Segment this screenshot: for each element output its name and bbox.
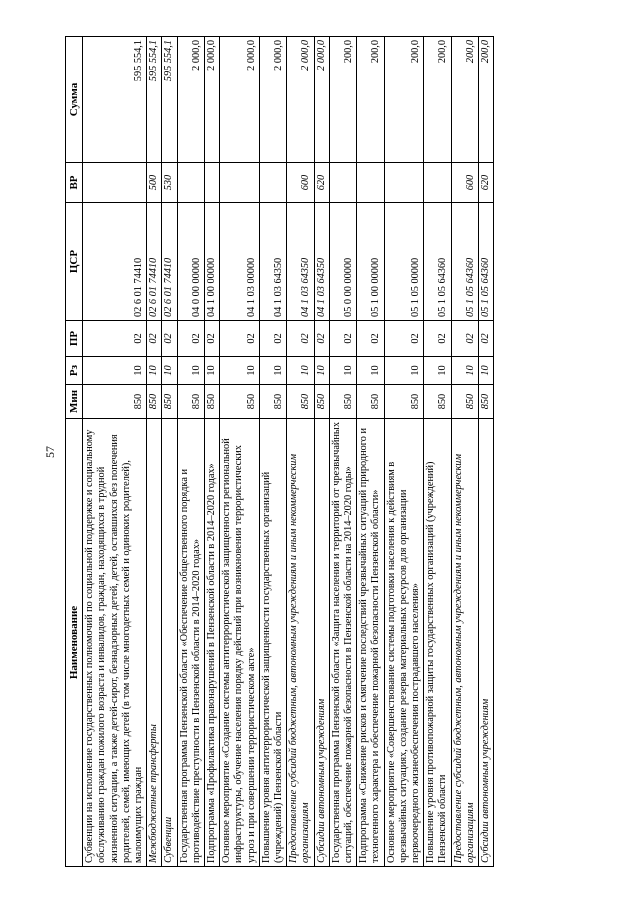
cell-vr bbox=[205, 163, 220, 203]
cell-sum: 595 554,1 bbox=[147, 37, 162, 163]
cell-csr: 04 1 00 00000 bbox=[205, 203, 220, 321]
cell-pr: 02 bbox=[424, 321, 451, 357]
cell-name: Субвенции на исполнение государственных полномочий по социальной поддержке и социальному обслуживанию граждан пожилого возраста и инвалидов, граждан, находящихся в трудной жизненной ситуации, а также детей-сирот, безнадзорных детей, детей, оставшихся без попечения родителей, семей, имеющих детей (в том числе многодетных семей и одиноких родителей), малоимущих граждан bbox=[83, 419, 147, 867]
cell-min: 850 bbox=[314, 385, 329, 419]
column-header-rz: Рз bbox=[66, 357, 83, 385]
cell-min: 850 bbox=[424, 385, 451, 419]
cell-name: Государственная программа Пензенской области «Обеспечение общественного порядка и противодействие преступности в Пензенской области в 2014–2020 годах» bbox=[177, 419, 204, 867]
cell-rz: 10 bbox=[479, 357, 494, 385]
cell-name: Субвенции bbox=[162, 419, 177, 867]
cell-pr: 02 bbox=[314, 321, 329, 357]
cell-vr bbox=[357, 163, 384, 203]
cell-csr: 05 1 05 64360 bbox=[451, 203, 478, 321]
cell-pr: 02 bbox=[329, 321, 356, 357]
cell-name: Межбюджетные трансферты bbox=[147, 419, 162, 867]
cell-vr bbox=[384, 163, 424, 203]
cell-pr: 02 bbox=[205, 321, 220, 357]
column-header-name: Наименование bbox=[66, 419, 83, 867]
cell-pr: 02 bbox=[287, 321, 314, 357]
column-header-min: Мин bbox=[66, 385, 83, 419]
table-row bbox=[451, 37, 478, 867]
cell-sum: 200,0 bbox=[479, 37, 494, 163]
cell-sum: 2 000,0 bbox=[205, 37, 220, 163]
table-row bbox=[177, 37, 204, 867]
cell-pr: 02 bbox=[177, 321, 204, 357]
table-row bbox=[357, 37, 384, 867]
cell-pr: 02 bbox=[451, 321, 478, 357]
table-row bbox=[205, 37, 220, 867]
table-row bbox=[287, 37, 314, 867]
cell-sum: 200,0 bbox=[451, 37, 478, 163]
cell-vr: 600 bbox=[287, 163, 314, 203]
cell-csr: 04 1 03 64350 bbox=[287, 203, 314, 321]
cell-vr bbox=[424, 163, 451, 203]
cell-rz: 10 bbox=[384, 357, 424, 385]
table-row bbox=[329, 37, 356, 867]
cell-name: Подпрограмма «Профилактика правонарушений в Пензенской области в 2014–2020 годах» bbox=[205, 419, 220, 867]
cell-min: 850 bbox=[357, 385, 384, 419]
cell-vr: 620 bbox=[479, 163, 494, 203]
cell-pr: 02 bbox=[384, 321, 424, 357]
cell-csr: 05 1 05 64360 bbox=[479, 203, 494, 321]
cell-min: 850 bbox=[329, 385, 356, 419]
cell-min: 850 bbox=[451, 385, 478, 419]
table-row bbox=[162, 37, 177, 867]
cell-rz: 10 bbox=[162, 357, 177, 385]
page-number: 57 bbox=[43, 446, 57, 458]
table-row bbox=[384, 37, 424, 867]
cell-min: 850 bbox=[177, 385, 204, 419]
table-body bbox=[83, 37, 494, 867]
cell-csr: 05 0 00 00000 bbox=[329, 203, 356, 321]
table-row bbox=[220, 37, 260, 867]
table-row bbox=[479, 37, 494, 867]
table-row bbox=[83, 37, 147, 867]
table-row bbox=[424, 37, 451, 867]
cell-csr: 05 1 00 00000 bbox=[357, 203, 384, 321]
column-header-vr: ВР bbox=[66, 163, 83, 203]
cell-min: 850 bbox=[287, 385, 314, 419]
cell-name: Повышение уровня противопожарной защиты государственных организаций (учреждений) Пензенской области bbox=[424, 419, 451, 867]
cell-vr bbox=[329, 163, 356, 203]
cell-min: 850 bbox=[162, 385, 177, 419]
cell-name: Основное мероприятие «Совершенствование системы подготовки населения к действиям в чрезвычайных ситуациях, создание резерва материальных ресурсов для организации первоочередного жизнеобеспечения пострадавшего населения» bbox=[384, 419, 424, 867]
cell-csr: 05 1 05 64360 bbox=[424, 203, 451, 321]
cell-rz: 10 bbox=[287, 357, 314, 385]
cell-sum: 595 554,1 bbox=[162, 37, 177, 163]
cell-sum: 595 554,1 bbox=[83, 37, 147, 163]
cell-pr: 02 bbox=[220, 321, 260, 357]
cell-vr bbox=[83, 163, 147, 203]
cell-csr: 04 1 03 64350 bbox=[259, 203, 286, 321]
cell-vr bbox=[259, 163, 286, 203]
cell-pr: 02 bbox=[162, 321, 177, 357]
table-row bbox=[259, 37, 286, 867]
cell-vr bbox=[177, 163, 204, 203]
cell-min: 850 bbox=[384, 385, 424, 419]
cell-name: Предоставление субсидий бюджетным, автономным учреждениям и иным некоммерческим организациям bbox=[451, 419, 478, 867]
cell-csr: 05 1 05 00000 bbox=[384, 203, 424, 321]
cell-rz: 10 bbox=[177, 357, 204, 385]
cell-csr: 02 6 01 74410 bbox=[147, 203, 162, 321]
cell-sum: 2 000,0 bbox=[259, 37, 286, 163]
cell-name: Основное мероприятие «Создание системы антитеррористической защищенности региональной инфраструктуры, обучение населения порядку действий при возникновении террористических угроз и при совершении террористическом акте» bbox=[220, 419, 260, 867]
cell-pr: 02 bbox=[147, 321, 162, 357]
cell-vr: 530 bbox=[162, 163, 177, 203]
cell-rz: 10 bbox=[220, 357, 260, 385]
cell-pr: 02 bbox=[357, 321, 384, 357]
cell-rz: 10 bbox=[83, 357, 147, 385]
cell-rz: 10 bbox=[147, 357, 162, 385]
cell-min: 850 bbox=[220, 385, 260, 419]
cell-name: Подпрограмма «Снижение рисков и смягчение последствий чрезвычайных ситуаций природного и техногенного характера и обеспечение пожарной безопасности Пензенской области» bbox=[357, 419, 384, 867]
cell-rz: 10 bbox=[314, 357, 329, 385]
column-header-csr: ЦСР bbox=[66, 203, 83, 321]
cell-rz: 10 bbox=[451, 357, 478, 385]
cell-sum: 200,0 bbox=[424, 37, 451, 163]
cell-min: 850 bbox=[147, 385, 162, 419]
cell-csr: 04 1 03 00000 bbox=[220, 203, 260, 321]
cell-rz: 10 bbox=[329, 357, 356, 385]
cell-name: Государственная программа Пензенской области «Защита населения и территорий от чрезвычайных ситуаций, обеспечение пожарной безопасности в Пензенской области на 2014–2020 годы» bbox=[329, 419, 356, 867]
table-row bbox=[314, 37, 329, 867]
cell-csr: 02 6 01 74410 bbox=[83, 203, 147, 321]
cell-rz: 10 bbox=[357, 357, 384, 385]
column-header-pr: ПР bbox=[66, 321, 83, 357]
cell-min: 850 bbox=[205, 385, 220, 419]
budget-table bbox=[65, 36, 494, 867]
cell-csr: 02 6 01 74410 bbox=[162, 203, 177, 321]
cell-sum: 200,0 bbox=[357, 37, 384, 163]
table-header-row bbox=[66, 37, 83, 867]
cell-name: Предоставление субсидий бюджетным, автономным учреждениям и иным некоммерческим организациям bbox=[287, 419, 314, 867]
column-header-sum: Сумма bbox=[66, 37, 83, 163]
cell-sum: 2 000,0 bbox=[220, 37, 260, 163]
cell-min: 850 bbox=[83, 385, 147, 419]
cell-name: Повышение уровня антитеррористической защищенности государственных организаций (учреждений) Пензенской области bbox=[259, 419, 286, 867]
cell-sum: 2 000,0 bbox=[314, 37, 329, 163]
cell-vr bbox=[220, 163, 260, 203]
cell-rz: 10 bbox=[205, 357, 220, 385]
cell-min: 850 bbox=[479, 385, 494, 419]
cell-name: Субсидии автономным учреждениям bbox=[479, 419, 494, 867]
cell-rz: 10 bbox=[424, 357, 451, 385]
cell-sum: 200,0 bbox=[329, 37, 356, 163]
cell-csr: 04 1 03 64350 bbox=[314, 203, 329, 321]
table-row bbox=[147, 37, 162, 867]
cell-rz: 10 bbox=[259, 357, 286, 385]
cell-sum: 2 000,0 bbox=[287, 37, 314, 163]
cell-vr: 600 bbox=[451, 163, 478, 203]
rotated-page bbox=[43, 37, 618, 867]
cell-pr: 02 bbox=[479, 321, 494, 357]
cell-name: Субсидии автономным учреждениям bbox=[314, 419, 329, 867]
cell-sum: 2 000,0 bbox=[177, 37, 204, 163]
cell-sum: 200,0 bbox=[384, 37, 424, 163]
cell-min: 850 bbox=[259, 385, 286, 419]
cell-vr: 620 bbox=[314, 163, 329, 203]
cell-pr: 02 bbox=[83, 321, 147, 357]
cell-pr: 02 bbox=[259, 321, 286, 357]
cell-vr: 500 bbox=[147, 163, 162, 203]
cell-csr: 04 0 00 00000 bbox=[177, 203, 204, 321]
